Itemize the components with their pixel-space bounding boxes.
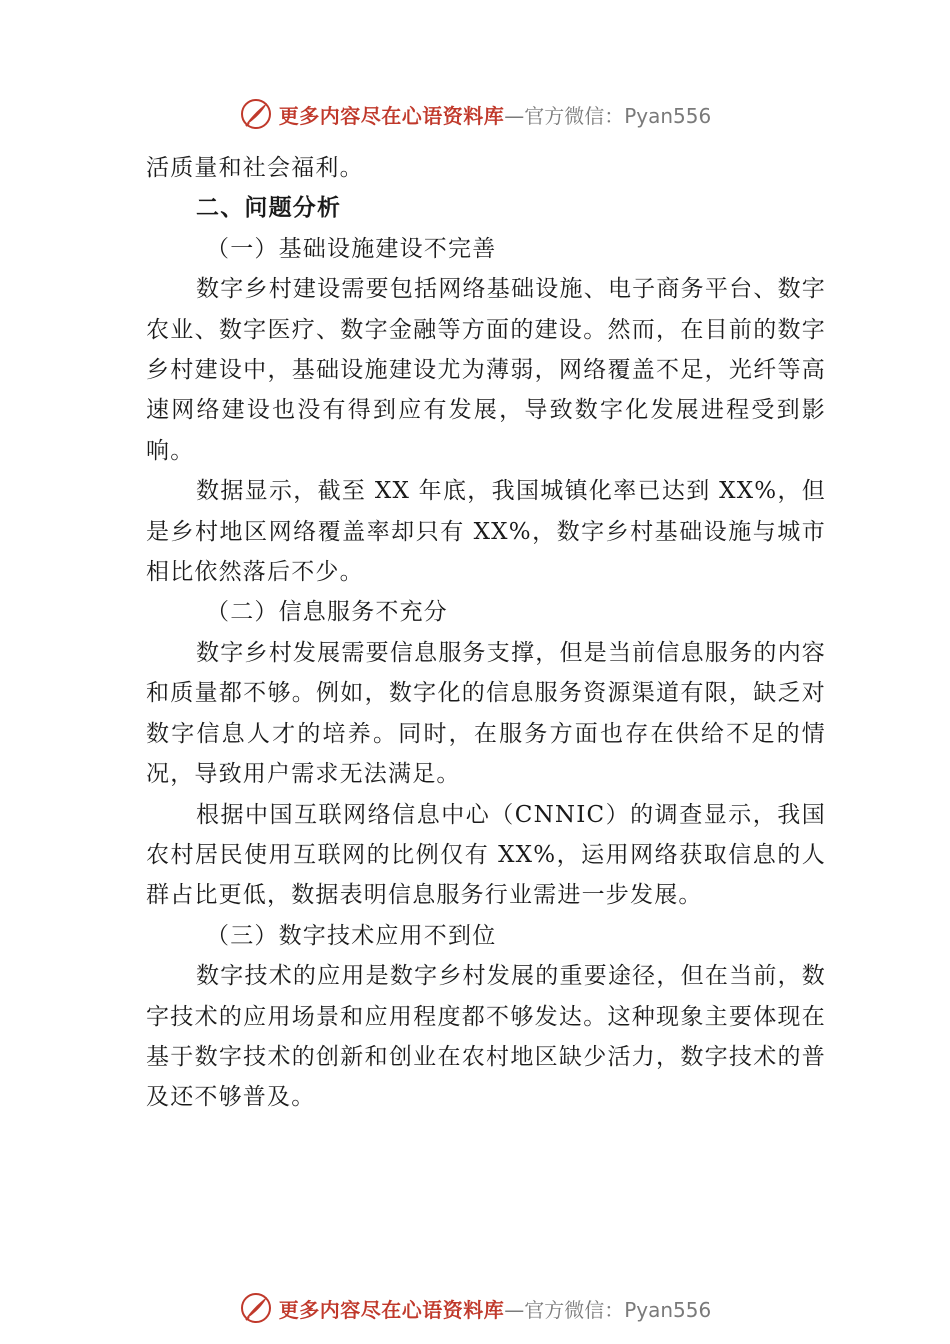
paragraph-infrastructure-data: 数据显示，截至 XX 年底，我国城镇化率已达到 XX%，但是乡村地区网络覆盖率却只有 XX%，数字乡村基础设施与城市相比依然落后不少。: [146, 478, 826, 586]
paragraph-cnnic-survey: 根据中国互联网络信息中心（CNNIC）的调查显示，我国农村居民使用互联网的比例仅有 XX%，运用网络获取信息的人群占比更低，数据表明信息服务行业需进一步发展。: [146, 801, 826, 909]
quill-pen-icon: [239, 97, 273, 131]
paragraph-continuation: 活质量和社会福利。: [146, 155, 364, 181]
subheading-infrastructure: （一）基础设施建设不完善: [206, 235, 497, 262]
section-heading-problem-analysis: 二、问题分析: [196, 195, 342, 222]
banner-wechat: —官方微信：Pyan556: [504, 1297, 712, 1322]
quill-pen-icon: [239, 1291, 273, 1325]
paragraph-infrastructure: 数字乡村建设需要包括网络基础设施、电子商务平台、数字农业、数字医疗、数字金融等方面的建设。然而，在目前的数字乡村建设中，基础设施建设尤为薄弱，网络覆盖不足，光纤等高速网络建设也没有得到应有发展，导致数字化发展进程受到影响。: [146, 276, 826, 464]
subheading-information-service: （二）信息服务不充分: [206, 599, 448, 626]
paragraph-digital-technology: 数字技术的应用是数字乡村发展的重要途径，但在当前，数字技术的应用场景和应用程度都不够发达。这种现象主要体现在基于数字技术的创新和创业在农村地区缺少活力，数字技术的普及还不够普及。: [146, 963, 826, 1111]
subheading-digital-technology: （三）数字技术应用不到位: [206, 922, 497, 949]
banner-title: 更多内容尽在心语资料库: [278, 1297, 505, 1322]
document-body: [146, 148, 826, 1118]
footer-watermark-banner: [0, 1288, 950, 1328]
paragraph-information-service: 数字乡村发展需要信息服务支撑，但是当前信息服务的内容和质量都不够。例如，数字化的信息服务资源渠道有限，缺乏对数字信息人才的培养。同时，在服务方面也存在供给不足的情况，导致用户需求无法满足。: [146, 639, 826, 788]
banner-title: 更多内容尽在心语资料库: [278, 103, 505, 128]
header-watermark-banner: [0, 94, 950, 134]
banner-wechat: —官方微信：Pyan556: [504, 103, 712, 128]
